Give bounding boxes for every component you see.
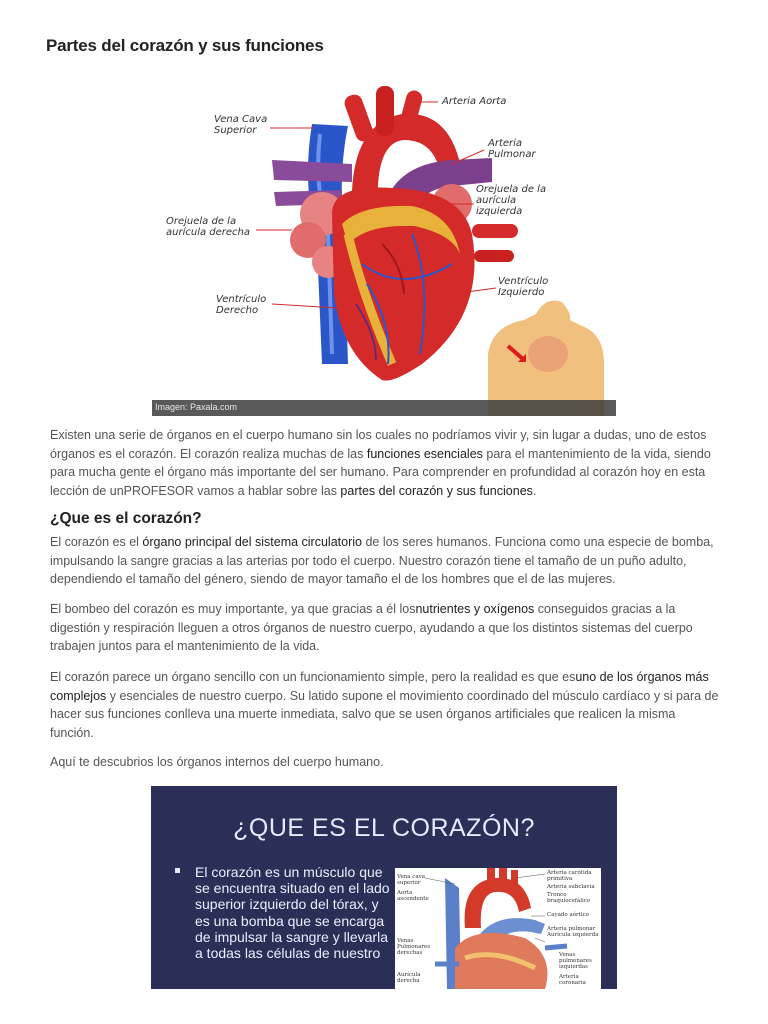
label-ventriculo-izquierdo: Ventrículo Izquierdo	[498, 276, 549, 298]
slide-label-tronco: Tronco braquiocefálico	[547, 892, 591, 904]
slide-label-venas-izquierdas: Venas pulmonares izquierdas	[559, 952, 592, 970]
p1-text-1: El corazón es el	[50, 535, 143, 549]
label-orejuela-izquierda: Orejuela de la aurícula izquierda	[476, 184, 547, 217]
label-vena-cava-superior: Vena Cava Superior	[214, 114, 268, 136]
p1-text-2: de los seres humanos. Funciona como una especie de bomba, impulsando la sangre gracias a las arterias por todo el cuerpo. Nuestro corazón tiene el tamaño de un puño adulto, dependiendo el tamaño del género, siendo de mayor tamaño el de los hombres que el de las mujeres.	[50, 535, 714, 586]
slide-heart-diagram	[395, 868, 601, 989]
slide-label-auricula-derecha: Aurícula derecha	[397, 972, 421, 984]
slide-bullet	[175, 864, 395, 961]
slide-label-carotida: Arteria carótida primitiva	[547, 870, 592, 882]
slide-label-aorta-ascendente: Aorta ascendente	[397, 890, 429, 902]
article-title: Partes del corazón y sus funciones	[46, 36, 324, 55]
p2-text-2: conseguidos gracias a la digestión y respiración lleguen a otros órganos de nuestro cuerpo, ayudando a que los distintos sistemas del cuerpo trabajen juntos para el mantenimiento de la vida.	[50, 602, 693, 653]
paragraph-4: Aquí te descubrios los órganos internos del cuerpo humano.	[50, 755, 384, 769]
intro-text-1: Existen una serie de órganos en el cuerpo humano sin los cuales no podríamos vivir y, sin lugar a dudas, uno de estos órganos es el corazón. El corazón realiza muchas de las	[50, 428, 707, 461]
p3-highlight: uno de los órganos más complejos	[50, 670, 709, 703]
p2-highlight: nutrientes y oxígenos	[415, 602, 535, 616]
image-caption-bar	[152, 400, 616, 416]
que-es-corazon-slide-image	[151, 786, 617, 989]
heart-anatomy-image	[152, 64, 616, 416]
label-orejuela-derecha: Orejuela de la aurícula derecha	[166, 216, 251, 238]
slide-label-vena-cava: Vena cava superior	[397, 874, 426, 886]
label-ventriculo-derecho: Ventrículo Derecho	[216, 294, 267, 316]
label-arteria-pulmonar: Arteria Pulmonar	[488, 138, 536, 160]
slide-label-coronaria: Arteria coronaria	[559, 974, 586, 986]
paragraph-1	[50, 533, 722, 589]
intro-highlight-1: funciones esenciales	[366, 446, 483, 461]
intro-paragraph	[50, 426, 722, 500]
intro-text-2: para el mantenimiento de la vida, siendo para mucha gente el órgano más importante del ser humano. Para comprender en profundidad al corazón hoy en esta lección de unPROFESOR vamos a hablar sobre las	[50, 446, 711, 498]
paragraph-3	[50, 668, 722, 742]
intro-highlight-2: partes del corazón y sus funciones	[340, 483, 533, 498]
slide-label-subclavia: Arteria subclavia	[547, 884, 595, 890]
p3-text-1: El corazón parece un órgano sencillo con un funcionamiento simple, pero la realidad es que es	[50, 670, 576, 684]
slide-label-arteria-pulmonar: Arteria pulmonar Aurícula izquierda	[547, 926, 599, 938]
image-caption: Imagen: Paxala.com	[155, 402, 238, 412]
slide-title: ¿QUE ES EL CORAZÓN?	[233, 814, 535, 842]
p1-highlight: órgano principal del sistema circulatorio	[142, 535, 362, 549]
section-heading: ¿Que es el corazón?	[50, 510, 202, 527]
bullet-icon	[175, 868, 180, 873]
slide-bullet-text: El corazón es un músculo que se encuentra situado en el lado superior izquierdo del tórax, y es una bomba que se encarga de impulsar la sangre y llevarla a todas las células de nuestro	[195, 864, 390, 962]
slide-label-venas-pulmonares-derechas: Venas Pulmonares derechas	[397, 938, 431, 956]
label-arteria-aorta: Arteria Aorta	[442, 96, 507, 107]
p2-text-1: El bombeo del corazón es muy importante, ya que gracias a él los	[50, 602, 416, 616]
paragraph-2	[50, 600, 722, 656]
intro-text-3: .	[532, 483, 537, 498]
slide-label-cayado: Cayado aórtico	[547, 912, 590, 918]
p3-text-2: y esenciales de nuestro cuerpo. Su latido supone el movimiento coordinado del músculo cardíaco y si para de hacer sus funciones conlleva una muerte inmediata, salvo que se usen órganos artificiales que realicen la misma función.	[50, 688, 719, 740]
